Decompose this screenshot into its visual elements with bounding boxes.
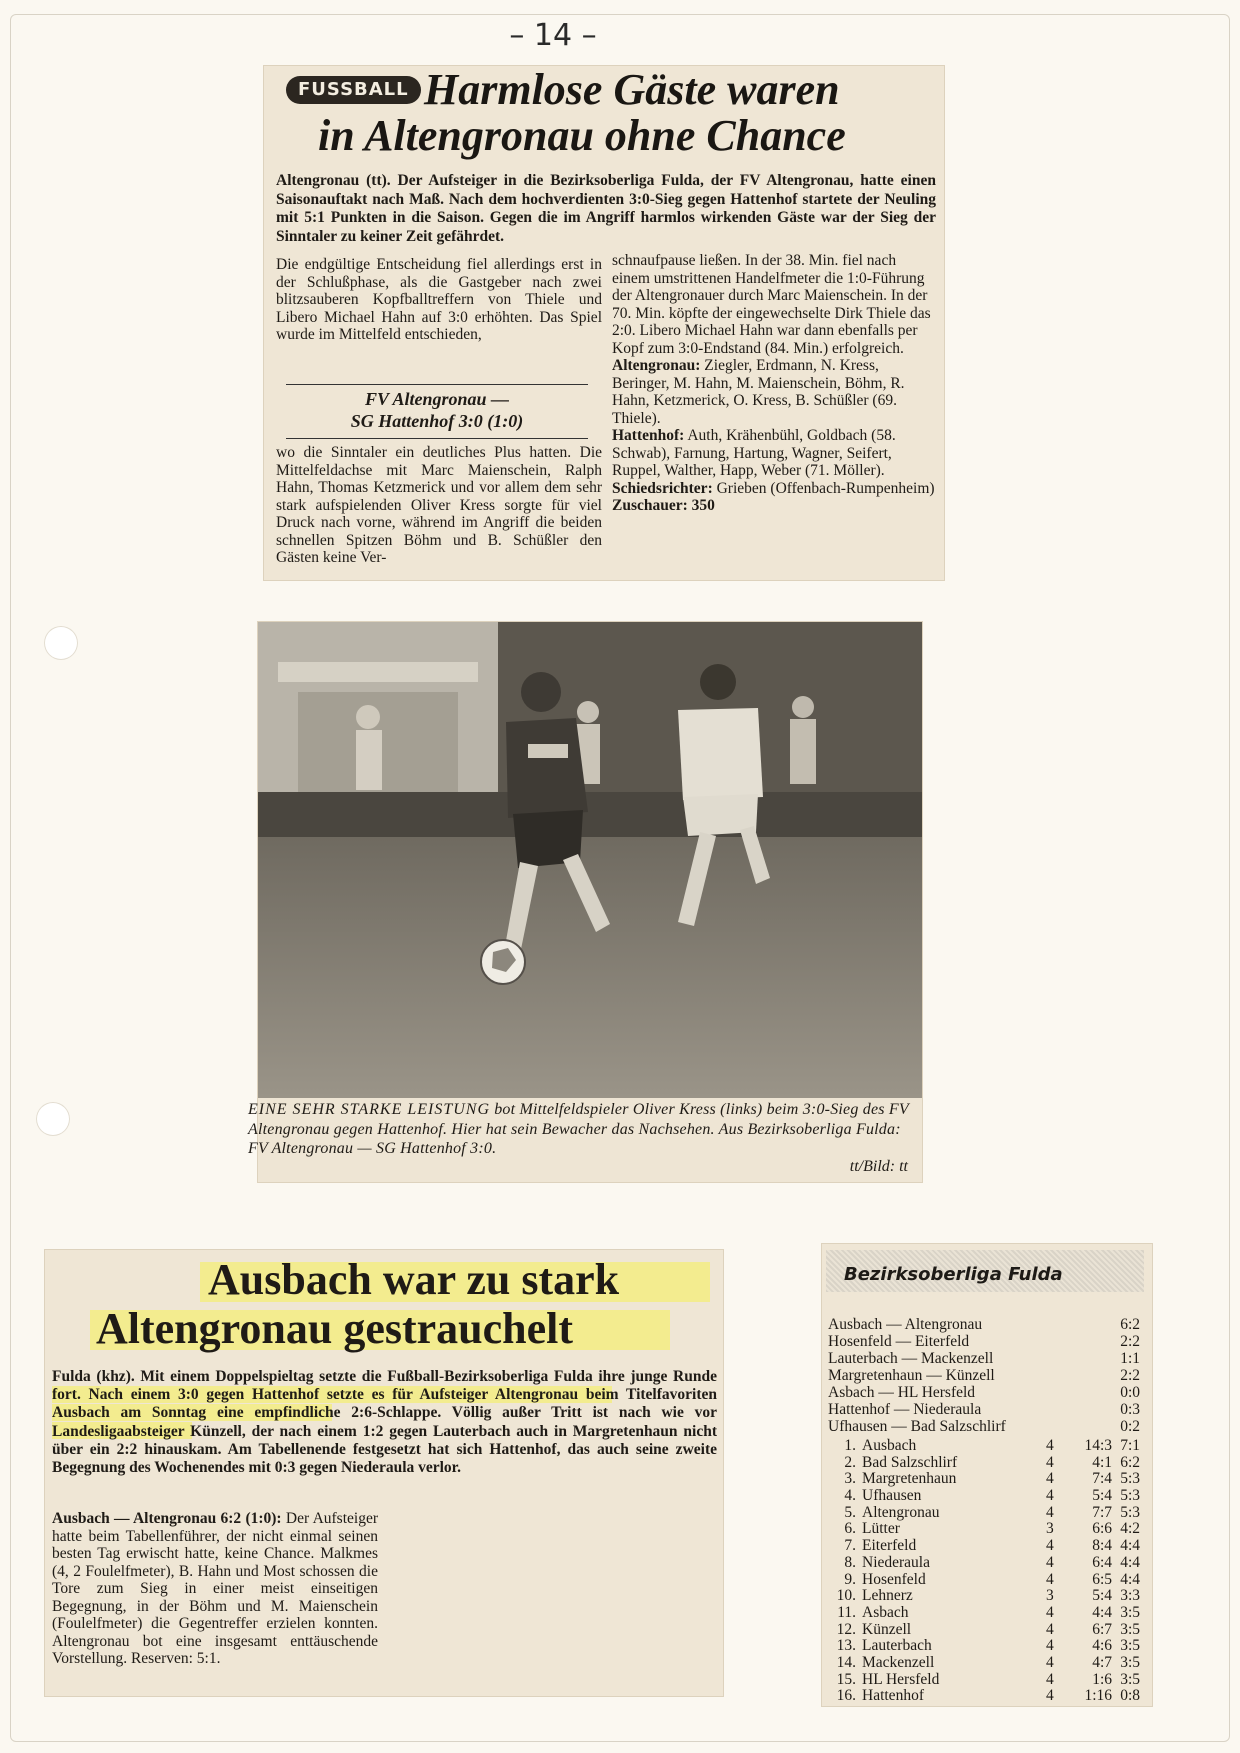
standing-games: 4 (1046, 1487, 1054, 1505)
referee (612, 480, 936, 498)
result-row (828, 1333, 1140, 1350)
standing-position: 1. (844, 1437, 856, 1454)
result-score: 0:2 (1120, 1418, 1140, 1435)
standing-games: 4 (1046, 1503, 1054, 1521)
standing-position: 12. (836, 1620, 856, 1638)
standings-row (828, 1438, 1140, 1455)
caption-text: bot Mittelfeldspieler Oliver Kress (links) beim 3:0-Sieg des FV Altengronau gegen Hattenhof. Hier hat sein Bewacher das Nachsehen. Aus Bezirksoberliga Fulda: FV Altengronau — SG Hattenhof 3:0. (248, 1101, 909, 1157)
match-score-box (286, 384, 588, 439)
standing-team: HL Hersfeld (862, 1670, 940, 1688)
section-badge: FUSSBALL (286, 76, 421, 104)
standing-points: 3:3 (1120, 1587, 1140, 1605)
standings-row (828, 1672, 1140, 1689)
score-line-1: FV Altengronau — (364, 389, 510, 409)
standing-games: 4 (1046, 1570, 1054, 1588)
standing-team: Mackenzell (862, 1653, 935, 1671)
result-score: 2:2 (1120, 1367, 1140, 1384)
standing-goals: 6:7 (1092, 1620, 1112, 1638)
standings-row (828, 1622, 1140, 1639)
standing-position: 10. (836, 1587, 856, 1605)
standing-team: Hosenfeld (862, 1570, 926, 1588)
standing-games: 4 (1046, 1687, 1054, 1705)
standings-row (828, 1471, 1140, 1488)
result-row (828, 1401, 1140, 1418)
standing-team: Künzell (862, 1620, 912, 1638)
headline-line-2: Altengronau gestrauchelt (96, 1304, 574, 1353)
article-body (52, 1510, 378, 1668)
standing-games: 4 (1046, 1470, 1054, 1488)
standing-goals: 6:6 (1092, 1520, 1112, 1538)
standing-points: 4:4 (1120, 1570, 1140, 1588)
article-lead: Altengronau (tt). Der Aufsteiger in die Bezirksoberliga Fulda, der FV Altengronau, hatte einen Saisonauftakt nach Maß. Nach dem hochverdienten 3:0-Sieg gegen Hattenhof startete der Neuling mit 5:1 Punkten in die Saison. Gegen die im Angriff harmlos wirkenden Gäste war der Sieg der Sinntaler zu keiner Zeit gefährdet. (276, 172, 936, 245)
standing-goals: 5:4 (1092, 1487, 1112, 1505)
results-list (828, 1316, 1140, 1435)
standing-games: 4 (1046, 1653, 1054, 1671)
standing-goals: 1:6 (1092, 1670, 1112, 1688)
result-match: Asbach — HL Hersfeld (828, 1384, 976, 1401)
standing-goals: 4:1 (1092, 1453, 1112, 1471)
referee-label: Schiedsrichter: (612, 479, 713, 497)
standing-position: 13. (836, 1637, 856, 1655)
standings-row (828, 1638, 1140, 1655)
lineup-home-players: Ziegler, Erdmann, N. Kress, Beringer, M. Hahn, M. Maienschein, Böhm, R. Hahn, Ketzmerick, O. Kress, B. Schüßler (69. Thiele). (612, 357, 905, 427)
standing-points: 3:5 (1120, 1670, 1140, 1688)
standing-team: Niederaula (862, 1553, 930, 1571)
result-row (828, 1384, 1140, 1401)
standing-position: 5. (844, 1503, 856, 1521)
standing-games: 4 (1046, 1553, 1054, 1571)
result-score: 2:2 (1120, 1333, 1140, 1350)
standing-games: 4 (1046, 1637, 1054, 1655)
standing-goals: 4:4 (1092, 1603, 1112, 1621)
standing-position: 3. (844, 1470, 856, 1488)
standing-position: 2. (844, 1453, 856, 1471)
standing-goals: 6:5 (1092, 1570, 1112, 1588)
standings-row (828, 1572, 1140, 1589)
standing-team: Hattenhof (862, 1687, 924, 1705)
article-body-part-1: Die endgültige Entscheidung fiel allerdings erst in der Schlußphase, als die Gastgeber nach zwei blitzsauberen Kopfballtreffern von Thiele und Libero Michael Hahn auf 3:0 erhöhten. Das Spiel wurde im Mittelfeld entschieden, (276, 256, 602, 343)
result-match: Ufhausen — Bad Salzschlirf (828, 1418, 1006, 1435)
standings-table (828, 1438, 1140, 1705)
table-title: Bezirksoberliga Fulda (844, 1264, 1063, 1285)
standing-games: 4 (1046, 1670, 1054, 1688)
standing-position: 8. (844, 1553, 856, 1571)
result-match: Hattenhof — Niederaula (828, 1401, 982, 1418)
standing-position: 7. (844, 1537, 856, 1555)
result-row (828, 1316, 1140, 1333)
standing-goals: 7:7 (1092, 1503, 1112, 1521)
article-lead: Fulda (khz). Mit einem Doppelspieltag setzte die Fußball-Bezirksoberliga Fulda ihre junge Runde fort. Nach einem 3:0 gegen Hattenhof setzte es für Aufsteiger Altengronau beim Titelfavoriten Ausbach am Sonntag eine empfindliche 2:6-Schlappe. Völlig außer Tritt ist nach wie vor Landesligaabsteiger Künzell, der nach einem 1:2 gegen Lauterbach auch in Margretenhaun nicht über ein 2:2 hinauskam. Am Tabellenende festgesetzt hat sich Hattenhof, das auch seine zweite Begegnung des Wochenendes mit 0:3 gegen Niederaula verlor. (52, 1368, 717, 1477)
standing-team: Asbach (862, 1603, 909, 1621)
standing-team: Ufhausen (862, 1487, 922, 1505)
article-body-text: Der Aufsteiger hatte beim Tabellenführer, der nicht einmal seinen besten Tag erwischt hatte, keine Chance. Malkmes (4, 2 Foulelfmeter), B. Hahn und Most schossen die Tore zum Sieg in einer meist einseitigen Begegnung, in der Böhm und M. Maienschein (Foulelfmeter) die Gegentreffer erzielen konnten. Altengronau bot eine insgesamt enttäuschende Vorstellung. Reserven: 5:1. (52, 1510, 378, 1667)
standing-team: Margretenhaun (862, 1470, 957, 1488)
standing-team: Lehnerz (862, 1587, 913, 1605)
standing-points: 5:3 (1120, 1503, 1140, 1521)
standing-team: Bad Salzschlirf (862, 1453, 958, 1471)
page-number: – 14 – (509, 18, 597, 53)
article-body-part-2: wo die Sinntaler ein deutliches Plus hatten. Die Mittelfeldachse mit Marc Maienschein, Ralph Hahn, Thomas Ketzmerick und vor allem dem sehr stark aufspielenden Oliver Kress sorgte für viel Druck nach vorne, während im Angriff die beiden schnellen Spitzen Böhm und B. Schüßler den Gästen keine Ver- (276, 444, 602, 566)
standing-goals: 8:4 (1092, 1537, 1112, 1555)
lineup-home-label: Altengronau: (612, 357, 701, 374)
standing-points: 5:3 (1120, 1470, 1140, 1488)
result-score: 0:3 (1120, 1401, 1140, 1418)
standing-goals: 7:4 (1092, 1470, 1112, 1488)
result-row (828, 1350, 1140, 1367)
result-score: 1:1 (1120, 1350, 1140, 1367)
standing-points: 7:1 (1120, 1437, 1140, 1454)
result-score: 6:2 (1120, 1316, 1140, 1333)
match-result-label: Ausbach — Altengronau 6:2 (1:0): (52, 1510, 282, 1527)
standing-points: 3:5 (1120, 1653, 1140, 1671)
photo-caption (248, 1100, 918, 1159)
standing-games: 3 (1046, 1587, 1054, 1605)
spectators-count: 350 (687, 497, 715, 514)
football-players-image (258, 622, 922, 1098)
lineup-away-players: Auth, Krähenbühl, Goldbach (58. Schwab), Farnung, Hartung, Wagner, Seifert, Ruppel, Walther, Happ, Weber (71. Möller). (612, 427, 896, 479)
standing-goals: 5:4 (1092, 1587, 1112, 1605)
photo-clipping (248, 622, 922, 1182)
standing-points: 4:4 (1120, 1553, 1140, 1571)
article-body-right-column (612, 252, 936, 515)
standings-row (828, 1455, 1140, 1472)
standing-points: 3:5 (1120, 1620, 1140, 1638)
standing-position: 15. (836, 1670, 856, 1688)
standings-row (828, 1521, 1140, 1538)
punch-hole-top (44, 626, 78, 660)
standing-games: 4 (1046, 1537, 1054, 1555)
result-match: Margretenhaun — Künzell (828, 1367, 995, 1384)
result-match: Lauterbach — Mackenzell (828, 1350, 994, 1367)
lineup-home (612, 357, 936, 427)
standing-games: 3 (1046, 1520, 1054, 1538)
referee-name: Grieben (Offenbach-Rumpenheim) (712, 479, 935, 497)
standing-points: 0:8 (1120, 1687, 1140, 1705)
standing-games: 4 (1046, 1453, 1054, 1471)
standings-row (828, 1505, 1140, 1522)
standing-goals: 6:4 (1092, 1553, 1112, 1571)
standing-points: 4:2 (1120, 1520, 1140, 1538)
standing-goals: 1:16 (1084, 1687, 1112, 1705)
standing-points: 5:3 (1120, 1487, 1140, 1505)
standings-row (828, 1538, 1140, 1555)
caption-lead-caps: EINE SEHR STARKE LEISTUNG (248, 1101, 491, 1118)
standing-team: Ausbach (862, 1437, 917, 1454)
headline (286, 65, 926, 160)
article-clipping-harmlose-gaeste (264, 66, 944, 580)
standings-row (828, 1488, 1140, 1505)
standings-row (828, 1605, 1140, 1622)
standing-position: 16. (836, 1687, 856, 1705)
article-body-part-3: schnaufpause ließen. In der 38. Min. fiel nach einem umstrittenen Handelfmeter die 1:0-Führung der Altengronauer durch Marc Maienschein. In der 70. Min. köpfte der eingewechselte Dirk Thiele das 2:0. Libero Michael Hahn war dann ebenfalls per Kopf zum 3:0-Endstand (84. Min.) erfolgreich. (612, 252, 931, 357)
league-table-clipping (822, 1244, 1152, 1706)
standing-team: Eiterfeld (862, 1537, 917, 1555)
standings-row (828, 1655, 1140, 1672)
table-title-box (826, 1250, 1144, 1292)
standing-team: Lütter (862, 1520, 900, 1538)
standing-games: 4 (1046, 1603, 1054, 1621)
standing-points: 3:5 (1120, 1637, 1140, 1655)
standing-position: 9. (844, 1570, 856, 1588)
spectators (612, 497, 936, 515)
lineup-away (612, 427, 936, 480)
headline-line-2: in Altengronau ohne Chance (318, 111, 846, 160)
result-match: Hosenfeld — Eiterfeld (828, 1333, 970, 1350)
headline-line-1: Ausbach war zu stark (208, 1255, 620, 1304)
standing-goals: 4:6 (1092, 1637, 1112, 1655)
result-row (828, 1418, 1140, 1435)
standing-goals: 4:7 (1092, 1653, 1112, 1671)
lineup-away-label: Hattenhof: (612, 427, 685, 444)
standings-row (828, 1588, 1140, 1605)
standing-position: 14. (836, 1653, 856, 1671)
result-row (828, 1367, 1140, 1384)
standings-row (828, 1688, 1140, 1705)
standing-goals: 14:3 (1084, 1437, 1112, 1454)
spectators-label: Zuschauer: (612, 497, 688, 514)
standing-points: 4:4 (1120, 1537, 1140, 1555)
headline-line-1: Harmlose Gäste waren (424, 65, 840, 114)
result-match: Ausbach — Altengronau (828, 1316, 983, 1333)
standing-team: Lauterbach (862, 1637, 932, 1655)
standing-points: 3:5 (1120, 1603, 1140, 1621)
result-score: 0:0 (1120, 1384, 1140, 1401)
punch-hole-bottom (36, 1102, 70, 1136)
standing-games: 4 (1046, 1620, 1054, 1638)
match-photo (258, 622, 922, 1098)
standing-team: Altengronau (862, 1503, 940, 1521)
standing-points: 6:2 (1120, 1453, 1140, 1471)
photo-credit: tt/Bild: tt (849, 1158, 908, 1175)
standing-games: 4 (1046, 1437, 1054, 1454)
standing-position: 6. (844, 1520, 856, 1538)
score-line-2: SG Hattenhof 3:0 (1:0) (350, 411, 524, 431)
standing-position: 11. (837, 1603, 856, 1621)
standings-row (828, 1555, 1140, 1572)
standing-position: 4. (844, 1487, 856, 1505)
